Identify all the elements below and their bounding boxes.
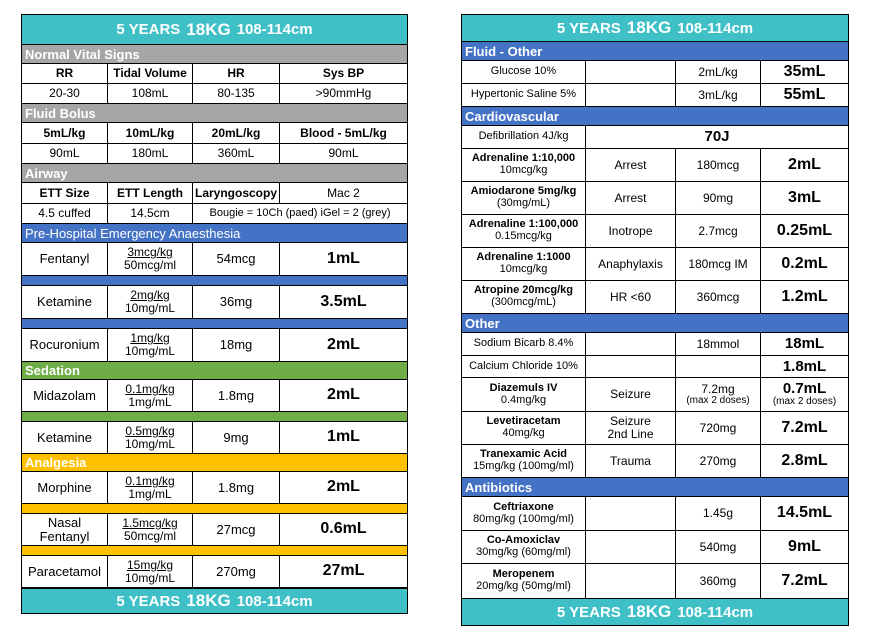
- vitals-value-bp: >90mmHg: [315, 86, 372, 101]
- drug-strength: 1mg/mL: [128, 394, 172, 409]
- drug-row-nasal-fentanyl: [22, 514, 407, 546]
- age-label: 5 YEARS: [116, 21, 181, 38]
- drug-dose: 54mcg: [193, 243, 280, 275]
- drug-volume: 1.8mL: [782, 357, 827, 375]
- drug-volume: 2mL: [788, 155, 821, 173]
- drug-volume: 7.2mL: [781, 571, 828, 589]
- abx-row-ceftriaxone: [462, 497, 848, 531]
- section-divider: [22, 276, 407, 286]
- right-dosing-card: [461, 14, 849, 626]
- drug-cell: [462, 281, 586, 313]
- airway-header-ett-length: ETT Length: [108, 183, 193, 203]
- fluid-name: Hypertonic Saline 5%: [462, 84, 586, 106]
- defib-row: [462, 126, 848, 149]
- fluid-name: Glucose 10%: [462, 61, 586, 83]
- defib-energy: 70J: [704, 128, 730, 146]
- drug-concentration: [108, 472, 193, 503]
- dose-per-kg: 0.1mg/kg: [125, 473, 175, 488]
- drug-strength: 10mg/mL: [124, 570, 176, 585]
- defib-label: Defibrillation 4J/kg: [462, 126, 586, 148]
- drug-volume: 0.6mL: [320, 520, 367, 538]
- airway-ett-length: 14.5cm: [108, 204, 193, 223]
- empty-cell: [586, 61, 676, 83]
- drug-name: Ceftriaxone: [493, 500, 554, 513]
- bolus-header-10: 10mL/kg: [108, 123, 193, 143]
- vitals-header-rr: RR: [22, 64, 108, 83]
- drug-dose-per-kg: 40mg/kg: [502, 427, 545, 439]
- drug-dose-per-kg: 30mg/kg (60mg/ml): [476, 546, 571, 558]
- drug-volume: 9mL: [788, 537, 821, 555]
- drug-name: Adrenaline 1:10,000: [471, 152, 576, 165]
- weight-label: 18KG: [186, 19, 231, 39]
- section-divider: [22, 546, 407, 556]
- empty-cell: [586, 333, 676, 355]
- section-cardio-title: Cardiovascular: [462, 107, 848, 126]
- dose-note: (max 2 doses): [686, 394, 750, 406]
- drug-dose: 540mg: [676, 531, 761, 563]
- drug-name: Sodium Bicarb 8.4%: [462, 333, 586, 355]
- drug-name: Rocuronium: [22, 329, 108, 361]
- drug-indication: HR <60: [586, 281, 676, 313]
- drug-dose: 2.7mcg: [676, 215, 761, 247]
- drug-name: Adrenaline 1:100,000: [468, 218, 579, 231]
- drug-dose: 9mg: [193, 422, 280, 453]
- drug-indication: Inotrope: [586, 215, 676, 247]
- drug-dose-per-kg: 10mcg/kg: [499, 263, 548, 275]
- drug-volume: 1mL: [327, 249, 360, 267]
- drug-name: Ketamine: [22, 422, 108, 453]
- section-airway-title: Airway: [22, 164, 407, 183]
- left-dosing-card: [21, 14, 408, 614]
- weight-label: 18KG: [626, 18, 672, 37]
- drug-volume: 2mL: [327, 386, 360, 404]
- height-label: 108-114cm: [677, 19, 754, 37]
- drug-dose: 360mcg: [676, 281, 761, 313]
- drug-name: Co-Amoxiclav: [486, 534, 561, 547]
- drug-indication-cell: [586, 412, 676, 444]
- footer-banner: [462, 598, 848, 625]
- drug-name: Diazemuls IV: [489, 381, 558, 394]
- vitals-header-row: [22, 64, 407, 84]
- height-label: 108-114cm: [236, 21, 313, 38]
- drug-strength: 10mg/mL: [124, 301, 176, 315]
- airway-header-row: [22, 183, 407, 204]
- drug-strength: 10mg/mL: [124, 436, 176, 451]
- drug-name: Fentanyl: [22, 243, 108, 275]
- header-banner: [462, 15, 848, 42]
- drug-name: Nasal Fentanyl: [22, 514, 108, 545]
- drug-name: Paracetamol: [22, 556, 108, 587]
- fluid-rate: 2mL/kg: [676, 61, 761, 83]
- drug-volume: 2mL: [327, 335, 360, 353]
- drug-indication: Arrest: [586, 182, 676, 214]
- drug-dose: 720mg: [676, 412, 761, 444]
- drug-dose: 270mg: [676, 445, 761, 477]
- drug-concentration: [108, 422, 193, 453]
- drug-name: Ketamine: [22, 286, 108, 318]
- section-antibiotics-title: Antibiotics: [462, 478, 848, 497]
- drug-volume: 3mL: [788, 188, 821, 206]
- drug-name: Atropine 20mcg/kg: [473, 284, 574, 297]
- height-label: 108-114cm: [236, 592, 313, 610]
- vitals-header-tidal: Tidal Volume: [108, 64, 193, 83]
- section-other-title: Other: [462, 314, 848, 333]
- abx-row-co-amoxiclav: [462, 531, 848, 564]
- drug-concentration: [108, 286, 193, 318]
- drug-strength: 1mg/mL: [128, 486, 172, 501]
- drug-volume: 2.8mL: [781, 451, 828, 469]
- vitals-header-hr: HR: [193, 64, 280, 83]
- drug-cell: [462, 182, 586, 214]
- drug-volume: 7.2mL: [781, 418, 828, 436]
- drug-cell: [462, 497, 586, 530]
- dose-per-kg: 0.1mg/kg: [125, 381, 175, 396]
- drug-strength: 50mcg/ml: [123, 528, 176, 543]
- empty-cell: [676, 356, 761, 377]
- airway-header-laryngoscopy: Laryngoscopy: [193, 183, 280, 203]
- drug-name: Tranexamic Acid: [479, 448, 568, 461]
- drug-name: Morphine: [22, 472, 108, 503]
- drug-cell: [462, 149, 586, 181]
- dose-per-kg: 2mg/kg: [130, 288, 170, 303]
- drug-cell: [462, 531, 586, 563]
- weight-label: 18KG: [626, 602, 672, 621]
- bolus-values-row: [22, 144, 407, 164]
- drug-volume: 0.2mL: [781, 254, 828, 272]
- fluid-row-saline: [462, 84, 848, 107]
- drug-indication: Seizure: [610, 414, 651, 429]
- drug-indication-line: 2nd Line: [607, 427, 654, 441]
- drug-volume: 0.7mL: [782, 380, 827, 398]
- drug-strength: 50mcg/ml: [123, 258, 176, 272]
- drug-dose-per-kg: 0.4mg/kg: [500, 393, 547, 406]
- drug-volume: 1.2mL: [781, 287, 828, 305]
- dose-per-kg: 15mg/kg: [126, 557, 174, 572]
- fluid-volume: 35mL: [783, 62, 826, 80]
- height-label: 108-114cm: [677, 603, 754, 621]
- drug-dose-per-kg: 20mg/kg (50mg/ml): [476, 580, 571, 592]
- section-phea-title: Pre-Hospital Emergency Anaesthesia: [22, 224, 407, 243]
- airway-blade-size: Mac 2: [327, 185, 360, 200]
- bolus-value-10: 180mL: [108, 144, 193, 163]
- fluid-row-glucose: [462, 61, 848, 84]
- drug-cell: [462, 215, 586, 247]
- section-analgesia-title: Analgesia: [22, 454, 407, 472]
- drug-row-ketamine-sedation: [22, 422, 407, 454]
- drug-dose: 1.8mg: [193, 472, 280, 503]
- drug-concentration: [108, 380, 193, 411]
- drug-volume: 0.25mL: [776, 221, 833, 239]
- dose-per-kg: 1mg/kg: [130, 331, 170, 346]
- drug-dose: 360mg: [676, 564, 761, 598]
- drug-volume-cell: [761, 378, 848, 411]
- drug-volume: 1mL: [327, 428, 360, 446]
- drug-dose-per-kg: 15mg/kg (100mg/ml): [473, 460, 574, 472]
- drug-indication: Trauma: [586, 445, 676, 477]
- drug-dose: 18mg: [193, 329, 280, 361]
- drug-dose-per-kg: 10mcg/kg: [499, 164, 548, 176]
- drug-dose: 18mmol: [676, 333, 761, 355]
- section-fluid-bolus-title: Fluid Bolus: [22, 104, 407, 123]
- drug-dose: 1.8mg: [193, 380, 280, 411]
- drug-row-ketamine-phea: [22, 286, 407, 319]
- drug-cell: [462, 248, 586, 280]
- drug-dose: 7.2mg: [701, 381, 735, 396]
- section-fluid-other-title: Fluid - Other: [462, 42, 848, 61]
- airway-header-ett-size: ETT Size: [22, 183, 108, 203]
- age-label: 5 YEARS: [556, 19, 621, 37]
- drug-concentration: [108, 329, 193, 361]
- drug-name: Midazolam: [22, 380, 108, 411]
- vitals-header-bp: Sys BP: [322, 66, 365, 81]
- drug-indication: Arrest: [586, 149, 676, 181]
- airway-values-row: [22, 204, 407, 224]
- volume-note: (max 2 doses): [772, 396, 837, 408]
- drug-cell: [462, 445, 586, 477]
- vitals-values-row: [22, 84, 407, 104]
- drug-dose-per-kg: (30mg/mL): [496, 197, 551, 209]
- drug-volume: 2mL: [327, 478, 360, 496]
- cardio-row-atropine: [462, 281, 848, 314]
- section-sedation-title: Sedation: [22, 362, 407, 380]
- drug-dose: 180mcg IM: [676, 248, 761, 280]
- vitals-value-hr: 80-135: [193, 84, 280, 103]
- drug-dose: 90mg: [676, 182, 761, 214]
- other-row-diazemuls: [462, 378, 848, 412]
- drug-cell: [462, 564, 586, 598]
- cardio-row-adrenaline-1000: [462, 248, 848, 281]
- drug-volume: 27mL: [322, 562, 365, 580]
- bolus-header-blood: Blood - 5mL/kg: [300, 125, 387, 140]
- drug-dose: 270mg: [193, 556, 280, 587]
- airway-ett-size: 4.5 cuffed: [22, 204, 108, 223]
- footer-banner: [22, 588, 407, 613]
- section-divider: [22, 319, 407, 329]
- header-banner: [22, 15, 407, 45]
- bolus-value-20: 360mL: [193, 144, 280, 163]
- dose-per-kg: 1.5mcg/kg: [122, 515, 178, 530]
- empty-cell: [586, 564, 676, 598]
- age-label: 5 YEARS: [116, 592, 181, 610]
- empty-cell: [586, 356, 676, 377]
- abx-row-meropenem: [462, 564, 848, 598]
- vitals-value-tidal: 108mL: [108, 84, 193, 103]
- drug-volume: 18mL: [784, 335, 825, 353]
- drug-cell: [462, 412, 586, 444]
- bolus-header-5: 5mL/kg: [22, 123, 108, 143]
- drug-indication: Seizure: [586, 378, 676, 411]
- drug-row-midazolam: [22, 380, 407, 412]
- drug-volume: 3.5mL: [320, 292, 367, 310]
- drug-dose-per-kg: (300mcg/mL): [491, 296, 556, 308]
- drug-name: Meropenem: [492, 568, 555, 581]
- drug-dose: 180mcg: [676, 149, 761, 181]
- drug-row-rocuronium: [22, 329, 407, 362]
- empty-cell: [586, 531, 676, 563]
- dose-per-kg: 3mcg/kg: [127, 245, 173, 260]
- other-row-tranexamic: [462, 445, 848, 478]
- cardio-row-amiodarone: [462, 182, 848, 215]
- drug-cell: [462, 378, 586, 411]
- weight-label: 18KG: [186, 591, 231, 610]
- age-label: 5 YEARS: [556, 603, 621, 621]
- drug-concentration: [108, 514, 193, 545]
- drug-name: Adrenaline 1:1000: [476, 251, 571, 264]
- section-divider: [22, 504, 407, 514]
- other-row-bicarb: [462, 333, 848, 356]
- drug-name: Calcium Chloride 10%: [462, 356, 586, 377]
- drug-name: Levetiracetam: [486, 415, 561, 428]
- fluid-volume: 55mL: [783, 85, 826, 103]
- drug-dose-per-kg: 80mg/kg (100mg/ml): [473, 512, 574, 525]
- airway-bougie-igel: Bougie = 10Ch (paed) iGel = 2 (grey): [209, 206, 391, 219]
- drug-indication: Anaphylaxis: [586, 248, 676, 280]
- drug-row-morphine: [22, 472, 407, 504]
- vitals-value-rr: 20-30: [22, 84, 108, 103]
- drug-dose: 27mcg: [193, 514, 280, 545]
- drug-concentration: [108, 556, 193, 587]
- bolus-value-5: 90mL: [22, 144, 108, 163]
- drug-dose: 1.45g: [676, 497, 761, 530]
- drug-dose: 36mg: [193, 286, 280, 318]
- drug-dose-cell: [676, 378, 761, 411]
- drug-strength: 10mg/mL: [124, 344, 176, 358]
- dose-per-kg: 0.5mg/kg: [125, 423, 175, 438]
- drug-volume: 14.5mL: [776, 504, 833, 522]
- section-vitals-title: Normal Vital Signs: [22, 45, 407, 64]
- bolus-header-20: 20mL/kg: [193, 123, 280, 143]
- drug-concentration: [108, 243, 193, 275]
- bolus-value-blood: 90mL: [328, 146, 359, 161]
- drug-row-paracetamol: [22, 556, 407, 588]
- empty-cell: [586, 497, 676, 530]
- drug-row-fentanyl: [22, 243, 407, 276]
- bolus-header-row: [22, 123, 407, 144]
- other-row-calcium: [462, 356, 848, 378]
- drug-dose-per-kg: 0.15mcg/kg: [495, 230, 552, 242]
- drug-name: Amiodarone 5mg/kg: [470, 185, 577, 198]
- empty-cell: [586, 84, 676, 106]
- cardio-row-adrenaline-10000: [462, 149, 848, 182]
- other-row-levetiracetam: [462, 412, 848, 445]
- cardio-row-adrenaline-100000: [462, 215, 848, 248]
- fluid-rate: 3mL/kg: [676, 84, 761, 106]
- section-divider: [22, 412, 407, 422]
